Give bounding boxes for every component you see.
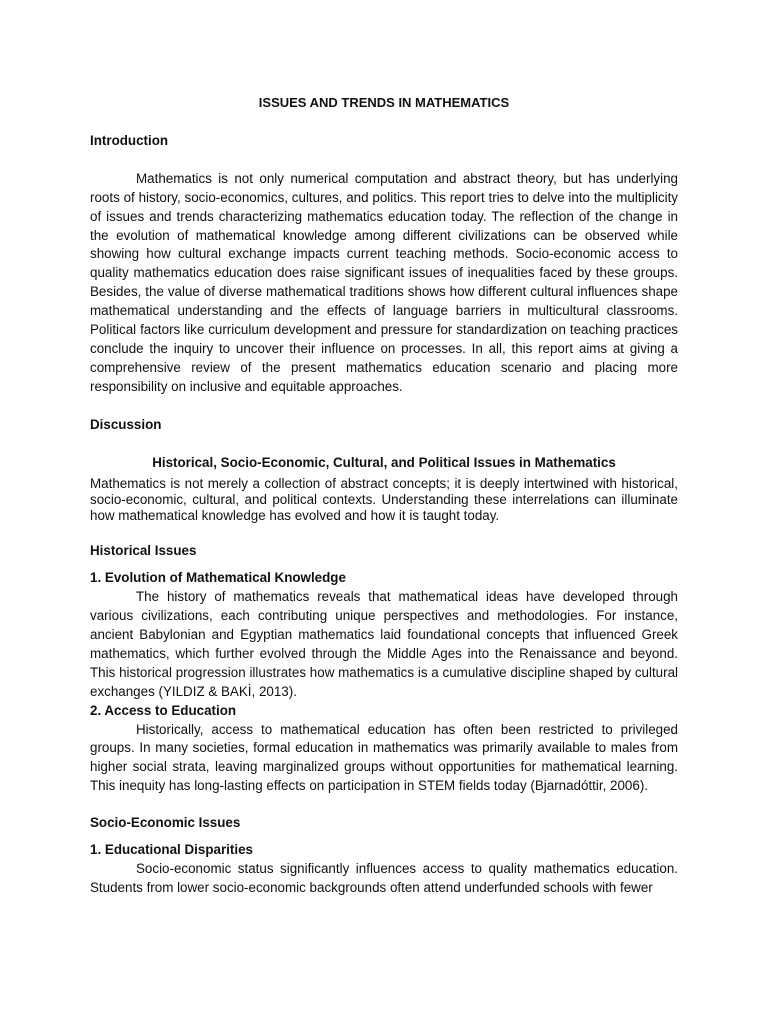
document-title: ISSUES AND TRENDS IN MATHEMATICS <box>258 95 510 110</box>
discussion-subheading: Historical, Socio-Economic, Cultural, and Political Issues in Mathematics <box>152 454 616 470</box>
access-heading: 2. Access to Education <box>90 702 237 718</box>
discussion-heading: Discussion <box>90 416 162 432</box>
access-paragraph: Historically, access to mathematical education has often been restricted to privileged groups. In many societies, formal education in mathematics was primarily available to males from higher social strata, leaving marginalized groups without opportunities for mathematical learning. This inequity has long-lasting effects on participation in STEM fields today (Bjarnadóttir, 2006). <box>90 721 678 794</box>
historical-issues-heading: Historical Issues <box>90 543 197 559</box>
educational-disparities-paragraph: Socio-economic status significantly influences access to quality mathematics education. Students from lower socio-economic backgrounds often attend underfunded schools with fewer <box>90 860 678 895</box>
introduction-paragraph: Mathematics is not only numerical computation and abstract theory, but has underlying roots of history, socio-economics, cultures, and politics. This report tries to delve into the multiplicity of issues and trends characterizing mathematics education today. The reflection of the change in the evolution of mathematical knowledge among different civilizations can be observed while showing how cultural exchange impacts current teaching methods. Socio-economic access to quality mathematics education does raise significant issues of inequalities faced by these groups. Besides, the value of diverse mathematical traditions shows how different cultural influences shape mathematical understanding and the effects of language barriers in multicultural classrooms. Political factors like curriculum development and pressure for standardization on teaching practices conclude the inquiry to uncover their influence on processes. In all, this report aims at giving a comprehensive review of the present mathematics education scenario and placing more responsibility on inclusive and equitable approaches. <box>90 170 678 394</box>
evolution-paragraph: The history of mathematics reveals that mathematical ideas have developed through various civilizations, each contributing unique perspectives and methodologies. For instance, ancient Babylonian and Egyptian mathematics laid foundational concepts that influenced Greek mathematics, which further evolved through the Middle Ages into the Renaissance and beyond. This historical progression illustrates how mathematics is a cumulative discipline shaped by cultural exchanges (YILDIZ & BAKİ, 2013). <box>90 589 678 699</box>
discussion-paragraph: Mathematics is not merely a collection of abstract concepts; it is deeply intertwined with historical, socio-economic, cultural, and political contexts. Understanding these interrelations can illuminate how mathematical knowledge has evolved and how it is taught today. <box>90 475 678 524</box>
educational-disparities-heading: 1. Educational Disparities <box>90 842 253 858</box>
evolution-heading: 1. Evolution of Mathematical Knowledge <box>90 570 346 586</box>
socio-economic-issues-heading: Socio-Economic Issues <box>90 815 241 831</box>
introduction-heading: Introduction <box>90 132 169 148</box>
